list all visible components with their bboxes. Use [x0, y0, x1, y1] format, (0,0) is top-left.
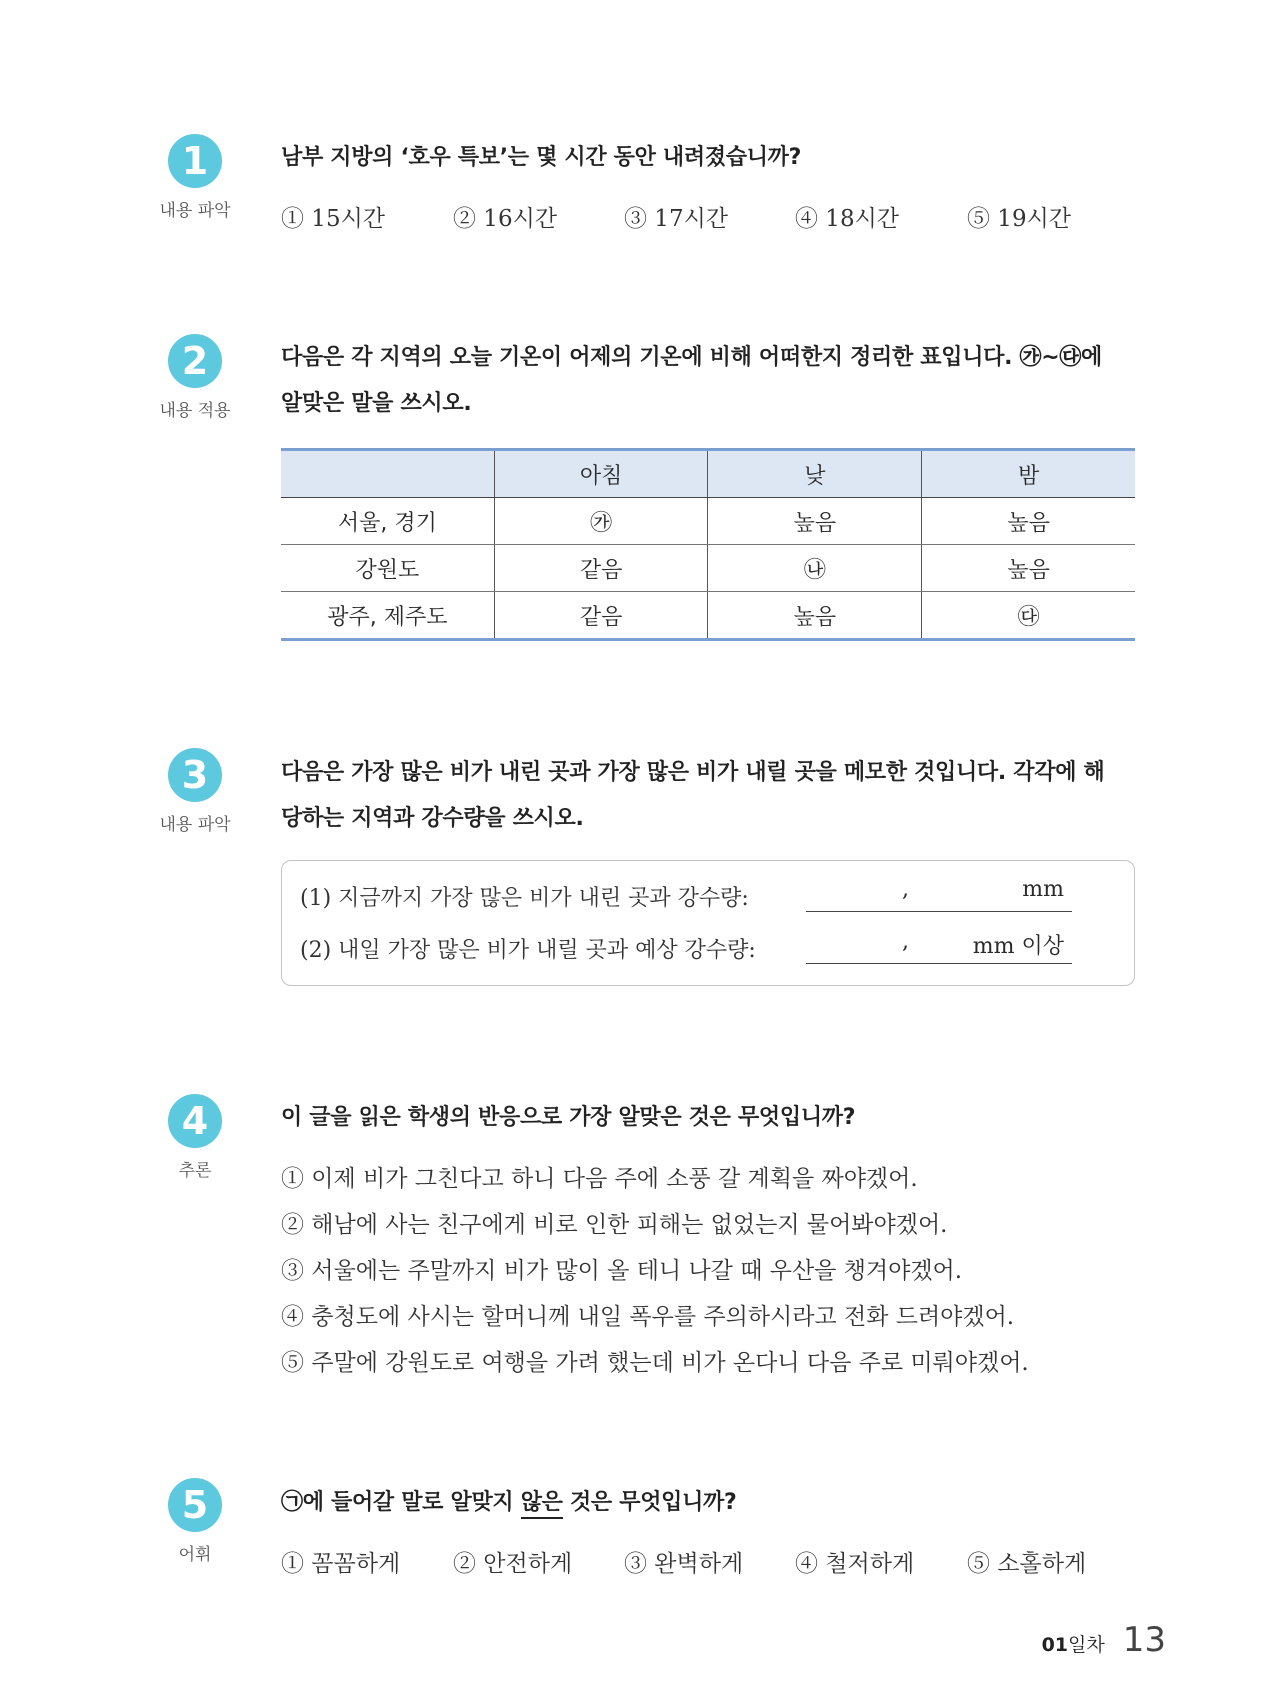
table-cell: 높음: [922, 545, 1135, 592]
question-4-category: 추론: [178, 1161, 212, 1181]
choice-4[interactable]: ④ 18시간: [795, 206, 900, 232]
blank-comma: ,: [902, 877, 909, 902]
choice-3[interactable]: ③ 완벽하게: [624, 1551, 744, 1577]
question-2-category: 내용 적용: [159, 401, 231, 421]
question-2-text: [281, 335, 1141, 427]
region-cell: 광주, 제주도: [281, 592, 494, 640]
question-5-text-post: 것은 무엇입니까?: [562, 1490, 737, 1515]
answer-blank-2[interactable]: [806, 929, 1072, 964]
choice-2[interactable]: ② 안전하게: [453, 1551, 573, 1577]
choice-5[interactable]: ⑤ 19시간: [967, 206, 1072, 232]
choice-1[interactable]: ① 꼼꼼하게: [281, 1551, 401, 1577]
table-header-cell: 아침: [494, 450, 708, 498]
question-2-line-1: 다음은 각 지역의 오늘 기온이 어제의 기온에 비해 어떠한지 정리한 표입니다. ㉮~㉰에: [281, 345, 1103, 370]
choice-5[interactable]: ⑤ 소홀하게: [967, 1551, 1087, 1577]
question-5-category: 어휘: [178, 1545, 212, 1565]
table-cell: ㉮: [494, 498, 708, 545]
question-1-text: 남부 지방의 ‘호우 특보’는 몇 시간 동안 내려졌습니까?: [281, 145, 802, 170]
table-cell: ㉰: [922, 592, 1135, 640]
table-cell: 같음: [494, 545, 708, 592]
question-4-number-badge: 4: [168, 1094, 222, 1148]
table-cell: ㉯: [708, 545, 922, 592]
table-cell: 같음: [494, 592, 708, 640]
choice-1[interactable]: ① 15시간: [281, 206, 386, 232]
question-2-line-2: 알맞은 말을 쓰시오.: [281, 391, 472, 416]
choice-3[interactable]: ③ 서울에는 주말까지 비가 많이 올 테니 나갈 때 우산을 챙겨야겠어.: [281, 1258, 963, 1284]
choice-5[interactable]: ⑤ 주말에 강원도로 여행을 가려 했는데 비가 온다니 다음 주로 미뤄야겠어.: [281, 1350, 1029, 1376]
question-1-category: 내용 파악: [159, 201, 231, 221]
memo-line-2: (2) 내일 가장 많은 비가 내릴 곳과 예상 강수량:: [300, 938, 756, 963]
question-4-text: 이 글을 읽은 학생의 반응으로 가장 알맞은 것은 무엇입니까?: [281, 1105, 856, 1130]
table-header-cell: 밤: [922, 450, 1135, 498]
question-3-category: 내용 파악: [159, 815, 231, 835]
table-cell: 높음: [708, 592, 922, 640]
table-row: [281, 545, 1135, 592]
temperature-table: [281, 448, 1135, 641]
page-footer: [1042, 1620, 1166, 1660]
choice-4[interactable]: ④ 철저하게: [795, 1551, 915, 1577]
region-cell: 서울, 경기: [281, 498, 494, 545]
choice-2[interactable]: ② 해남에 사는 친구에게 비로 인한 피해는 없었는지 물어봐야겠어.: [281, 1212, 948, 1238]
page-number: 13: [1122, 1620, 1166, 1660]
question-1-number-badge: 1: [168, 134, 222, 188]
question-3-text: [281, 750, 1141, 842]
day-text: 일차: [1068, 1634, 1105, 1656]
region-cell: 강원도: [281, 545, 494, 592]
day-label: [1042, 1630, 1105, 1657]
choice-4[interactable]: ④ 충청도에 사시는 할머니께 내일 폭우를 주의하시라고 전화 드려야겠어.: [281, 1304, 1015, 1330]
question-3-line-2: 당하는 지역과 강수량을 쓰시오.: [281, 806, 584, 831]
table-header-cell: 낮: [708, 450, 922, 498]
memo-line-1: (1) 지금까지 가장 많은 비가 내린 곳과 강수량:: [300, 886, 749, 911]
blank-comma: ,: [902, 929, 909, 954]
table-row: [281, 592, 1135, 640]
table-header-row: [281, 450, 1135, 498]
choice-3[interactable]: ③ 17시간: [624, 206, 729, 232]
memo-box: [281, 860, 1135, 986]
table-row: [281, 498, 1135, 545]
answer-blank-1[interactable]: [806, 877, 1072, 912]
question-5-text-pre: ㉠에 들어갈 말로 알맞지: [281, 1490, 521, 1515]
choice-2[interactable]: ② 16시간: [453, 206, 558, 232]
question-5-text: [281, 1480, 1141, 1526]
question-5-number-badge: 5: [168, 1478, 222, 1532]
day-number: 01: [1041, 1634, 1069, 1656]
question-3-number-badge: 3: [168, 748, 222, 802]
question-5-emphasis: 않은: [521, 1490, 563, 1519]
blank-unit: mm 이상: [972, 934, 1064, 959]
question-2-number-badge: 2: [168, 334, 222, 388]
table-cell: 높음: [708, 498, 922, 545]
question-3-line-1: 다음은 가장 많은 비가 내린 곳과 가장 많은 비가 내릴 곳을 메모한 것입니다. 각각에 해: [281, 760, 1105, 785]
choice-1[interactable]: ① 이제 비가 그친다고 하니 다음 주에 소풍 갈 계획을 짜야겠어.: [281, 1166, 918, 1192]
table-cell: 높음: [922, 498, 1135, 545]
table-header-cell: [281, 450, 494, 498]
blank-unit: mm: [1022, 877, 1064, 902]
